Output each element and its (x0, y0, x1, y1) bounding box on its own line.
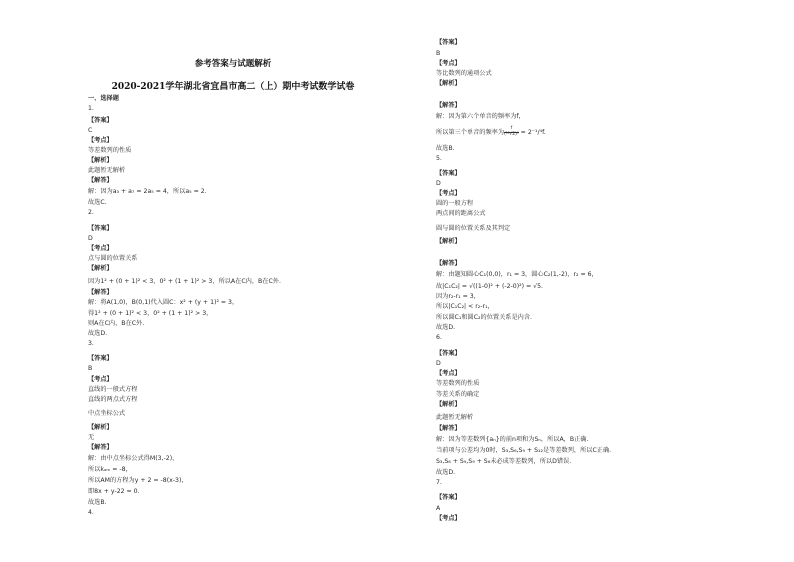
line-text: 无 (88, 434, 95, 441)
section-heading (436, 170, 461, 177)
line-text: 当前项与公差均为0时，S₃,S₆,S₉ + S₁₂是等差数列，所以C正确. (436, 447, 612, 454)
line-text: 所以AM的方程为y + 2 = -8(x-3)， (88, 477, 188, 484)
text-line (88, 299, 238, 306)
text-line (436, 70, 492, 77)
line-text: 等差数列的性质 (436, 380, 480, 387)
text-line (88, 396, 138, 403)
section-heading (436, 350, 461, 357)
line-text: 【解析】 (436, 238, 461, 245)
line-text: 解：由题知圆心C₁(0,0)，r₁ = 3，圆心C₂(1,-2)，r₂ = 6， (436, 271, 598, 278)
text-line (88, 477, 188, 484)
line-text: 故选C. (88, 199, 107, 206)
section-heading (88, 117, 113, 124)
section-heading (88, 265, 113, 272)
line-text: 等差关系的确定 (436, 391, 480, 398)
text-line (436, 145, 455, 152)
text-line (88, 188, 207, 195)
line-text: A (436, 505, 441, 512)
text-line (436, 447, 611, 454)
text-line (436, 127, 546, 137)
text-line (436, 113, 525, 120)
section-heading (436, 238, 461, 245)
line-text: 5. (436, 155, 442, 162)
section-heading (436, 515, 461, 522)
section-heading (88, 177, 113, 184)
line-text: 则A在C内，B在C外. (88, 320, 145, 327)
line-text: 【考点】 (88, 376, 113, 383)
text-line (88, 310, 212, 317)
text-line (88, 235, 93, 242)
text-line (436, 314, 532, 321)
text-line (88, 255, 138, 262)
text-line (436, 225, 510, 232)
fraction (504, 127, 519, 137)
section-heading (88, 376, 113, 383)
line-text: 所以第三个单音的频率为 (436, 129, 505, 136)
line-text: 此题暂无解析 (436, 414, 474, 421)
line-text: 【解答】 (88, 177, 113, 184)
line-text: 中点坐标公式 (88, 410, 126, 417)
line-text: 所以kₐₘ = -8， (88, 466, 132, 473)
text-line (436, 391, 479, 398)
fraction-denominator: (¹²√2)³ (504, 131, 519, 137)
section-heading (88, 289, 113, 296)
line-text: 【解答】 (436, 260, 461, 267)
line-text: B (436, 50, 441, 57)
text-line (436, 200, 473, 207)
text-line (436, 469, 455, 476)
text-line (436, 50, 440, 57)
line-text: 【解析】 (88, 265, 113, 272)
line-text: 【解答】 (436, 102, 461, 109)
text-line (436, 324, 455, 331)
text-line (436, 334, 442, 341)
text-line (88, 127, 92, 134)
line-text: 解：因为第六个单音的频率为f， (436, 113, 525, 120)
section-heading (88, 424, 113, 431)
line-text: C (88, 127, 93, 134)
line-text: 一、选择题 (88, 95, 119, 102)
text-line (436, 155, 442, 162)
section-heading (436, 39, 461, 46)
line-text: 所以|C₁C₂| < r₂-r₁， (436, 303, 494, 310)
line-text: B (88, 365, 93, 372)
line-text: 【答案】 (88, 225, 113, 232)
line-text: 【解答】 (88, 289, 113, 296)
line-text: 【考点】 (88, 245, 113, 252)
section-heading (88, 444, 113, 451)
text-line (88, 209, 94, 216)
text-line (88, 434, 94, 441)
line-text: 【考点】 (436, 370, 461, 377)
section-heading (88, 137, 113, 144)
text-line (88, 455, 178, 462)
line-text: D (436, 360, 441, 367)
text-line (436, 360, 441, 367)
text-line (436, 303, 494, 310)
line-text: 4. (88, 509, 94, 516)
fraction-numerator: f (504, 127, 519, 133)
line-text: 解：将A(1,0)，B(0,1)代入圆C：x² + (y + 1)² = 3， (88, 299, 239, 306)
section-heading (88, 355, 113, 362)
line-text-tail: = 2⁻¹/⁴f. (518, 129, 546, 136)
section-heading (436, 80, 461, 87)
line-text: 【答案】 (88, 117, 113, 124)
text-line (436, 505, 440, 512)
text-line (436, 180, 441, 187)
text-line (88, 340, 94, 347)
line-text: 【答案】 (436, 494, 461, 501)
text-line (436, 283, 543, 290)
line-text: 【答案】 (436, 350, 461, 357)
line-text: 解：因为等差数列{aₙ}的前n项和为Sₙ，所以A，B正确. (436, 436, 589, 443)
text-line (88, 330, 107, 337)
text-line (88, 499, 107, 506)
line-text: 即8x + y-22 = 0. (88, 488, 140, 495)
line-text: 【考点】 (436, 190, 461, 197)
section-heading (88, 95, 119, 102)
text-line (436, 210, 486, 217)
text-line (88, 410, 125, 417)
section-heading (436, 60, 461, 67)
line-text: 圆与圆的位置关系及其判定 (436, 225, 511, 232)
section-heading (436, 190, 461, 197)
text-line (88, 320, 144, 327)
line-text: 【解析】 (88, 157, 113, 164)
line-text: 直线的两点式方程 (88, 396, 138, 403)
line-text: 【解答】 (436, 425, 461, 432)
line-text: 6. (436, 334, 442, 341)
line-text: 【解析】 (436, 401, 461, 408)
line-text: 得1² + (0 + 1)² < 3，0² + (1 + 1)² > 3， (88, 310, 213, 317)
page-title: 参考答案与试题解析 (194, 59, 272, 69)
line-text: 等比数列的通项公式 (436, 70, 492, 77)
line-text: 圆的一般方程 (436, 200, 474, 207)
text-line (88, 466, 132, 473)
line-text: 1. (88, 105, 94, 112)
text-line (88, 278, 281, 285)
line-text: D (436, 180, 441, 187)
line-text: 【解析】 (436, 80, 461, 87)
text-line (88, 509, 94, 516)
line-text: 3. (88, 340, 94, 347)
line-text: 故选D. (436, 324, 456, 331)
text-line (436, 380, 479, 387)
text-line (436, 271, 598, 278)
section-heading (88, 245, 113, 252)
section-heading (436, 494, 461, 501)
line-text: 所以圆C₁和圆C₂的位置关系是内含. (436, 314, 533, 321)
line-text: 直线的一般式方程 (88, 386, 138, 393)
line-text: 两点间的距离公式 (436, 210, 486, 217)
section-heading (436, 401, 461, 408)
text-line (88, 147, 131, 154)
text-line (88, 199, 107, 206)
text-line (88, 105, 94, 112)
line-text: 2. (88, 209, 94, 216)
line-text: 故选B. (436, 145, 455, 152)
line-text: 故选B. (88, 499, 107, 506)
line-text: 【答案】 (436, 39, 461, 46)
text-line (436, 436, 588, 443)
text-line (436, 293, 480, 300)
section-heading (436, 425, 461, 432)
line-text: 解：因为a₃ + a₇ = 2a₅ = 4，所以a₅ = 2. (88, 188, 207, 195)
text-line (436, 458, 571, 465)
line-text: 因为1² + (0 + 1)² < 3，0² + (1 + 1)² > 3，所以A在C内，B在C外. (88, 278, 281, 285)
line-text: 【解析】 (88, 424, 113, 431)
section-heading (436, 370, 461, 377)
line-text: 此题暂无解析 (88, 167, 126, 174)
line-text: 解：由中点坐标公式得M(3,-2)， (88, 455, 179, 462)
line-text: 故选D. (88, 330, 108, 337)
line-text: 【考点】 (88, 137, 113, 144)
section-heading (436, 260, 461, 267)
text-line (88, 488, 140, 495)
section-heading (436, 102, 461, 109)
line-text: 等差数列的性质 (88, 147, 132, 154)
line-text: 【解答】 (88, 444, 113, 451)
line-text: S₃,S₆ + S₉,S₉ + S₆未必成等差数列，所以D错误. (436, 458, 572, 465)
section-heading (88, 225, 113, 232)
text-line (436, 479, 442, 486)
line-text: D (88, 235, 93, 242)
line-text: 点与圆的位置关系 (88, 255, 138, 262)
line-text: 故选D. (436, 469, 456, 476)
section-heading (88, 157, 113, 164)
line-text: 因为r₂-r₁ = 3， (436, 293, 480, 300)
line-text: 7. (436, 479, 442, 486)
line-text: 故|C₁C₂| = √((1-0)² + (-2-0)²) = √5. (436, 283, 543, 290)
line-text: 【考点】 (436, 515, 461, 522)
text-line (88, 167, 125, 174)
line-text: 【答案】 (436, 170, 461, 177)
text-line (88, 386, 138, 393)
line-text: 【答案】 (88, 355, 113, 362)
text-line (436, 414, 473, 421)
exam-subtitle: 2020-2021学年湖北省宜昌市高二（上）期中考试数学试卷 (111, 82, 355, 92)
text-line (88, 365, 92, 372)
line-text: 【考点】 (436, 60, 461, 67)
